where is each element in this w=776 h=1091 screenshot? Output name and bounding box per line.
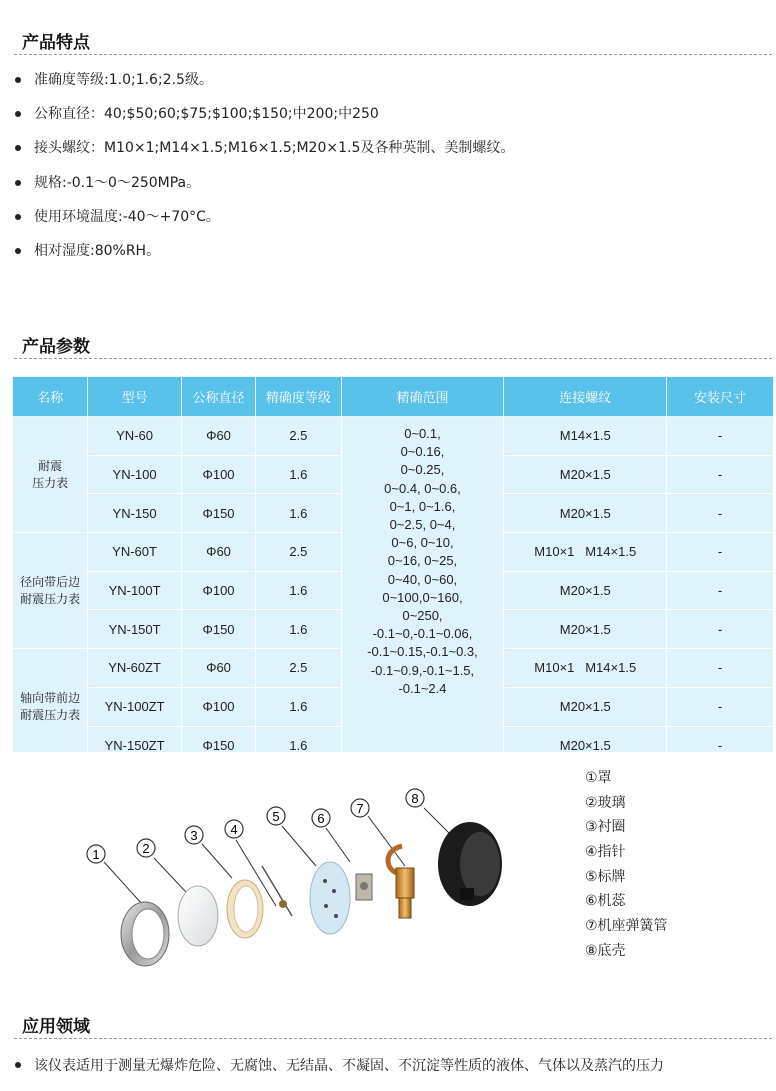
svg-text:4: 4	[230, 822, 238, 837]
bezel-ring-icon	[121, 902, 169, 966]
size-cell: -	[667, 610, 774, 649]
range-line: 0~40, 0~60,	[387, 571, 458, 587]
range-cell	[341, 417, 504, 765]
grade-cell: 1.6	[256, 726, 341, 765]
legend-item: ①罩	[585, 770, 612, 786]
thread-cell: M10×1 M14×1.5	[504, 649, 667, 688]
product-name-line: 耐震	[38, 458, 63, 473]
range-line: -0.1~2.4	[398, 680, 447, 696]
range-line: 0~0.16,	[400, 444, 445, 460]
size-cell: -	[667, 455, 774, 494]
diameter-cell: Φ150	[181, 726, 255, 765]
callout-3	[185, 826, 203, 844]
callout-2	[137, 839, 155, 857]
features-list	[0, 70, 514, 275]
thread-cell: M14×1.5	[504, 417, 667, 456]
feature-item: 接头螺纹：M10×1;M14×1.5;M16×1.5;M20×1.5及各种英制、美制螺纹。	[0, 138, 514, 172]
legend-item: ②玻璃	[585, 794, 626, 811]
grade-cell: 1.6	[256, 610, 341, 649]
diameter-cell: Φ60	[181, 417, 255, 456]
range-line: 0~100,0~160,	[382, 589, 463, 605]
liner-ring-icon	[227, 880, 263, 938]
size-cell: -	[667, 417, 774, 456]
application-title: 应用领域	[22, 1017, 90, 1037]
svg-text:1: 1	[92, 847, 100, 862]
range-line: 0~2.5, 0~4,	[389, 517, 456, 533]
model-cell: YN-60ZT	[88, 649, 182, 688]
callout-5	[267, 807, 285, 825]
diameter-cell: Φ100	[181, 455, 255, 494]
column-header: 公称直径	[181, 377, 255, 417]
model-cell: YN-150	[88, 494, 182, 533]
case-icon	[438, 822, 502, 906]
callout-1	[87, 845, 105, 863]
leader-line	[202, 844, 232, 878]
callout-7	[351, 799, 369, 817]
product-name-line: 压力表	[32, 475, 69, 490]
column-header: 安装尺寸	[667, 377, 774, 417]
callout-4	[225, 820, 243, 838]
column-header: 名称	[13, 377, 88, 417]
thread-cell: M20×1.5	[504, 455, 667, 494]
range-line: 0~0.1,	[404, 426, 441, 441]
range-line: 0~6, 0~10,	[391, 535, 454, 551]
feature-item: 相对湿度:80%RH。	[0, 241, 514, 275]
product-name-cell	[13, 533, 88, 649]
legend-item: ④指针	[585, 844, 626, 861]
column-header: 型号	[88, 377, 182, 417]
size-cell: -	[667, 687, 774, 726]
diameter-cell: Φ150	[181, 494, 255, 533]
diameter-cell: Φ60	[181, 533, 255, 572]
features-title: 产品特点	[22, 33, 90, 53]
size-cell: -	[667, 494, 774, 533]
size-cell: -	[667, 649, 774, 688]
range-line: 0~16, 0~25,	[387, 553, 458, 569]
range-line: 0~0.25,	[400, 462, 445, 478]
diameter-cell: Φ100	[181, 687, 255, 726]
grade-cell: 2.5	[256, 533, 341, 572]
grade-cell: 1.6	[256, 687, 341, 726]
thread-cell: M10×1 M14×1.5	[504, 533, 667, 572]
socket-bourdon-tube-icon	[388, 846, 414, 918]
diameter-cell: Φ60	[181, 649, 255, 688]
model-cell: YN-150T	[88, 610, 182, 649]
glass-icon	[178, 886, 218, 946]
svg-text:5: 5	[272, 809, 280, 824]
model-cell: YN-150ZT	[88, 726, 182, 765]
column-header: 精确范围	[341, 377, 504, 417]
svg-text:8: 8	[411, 791, 419, 806]
grade-cell: 2.5	[256, 417, 341, 456]
application-text: 该仪表适用于测量无爆炸危险、无腐蚀、无结晶、不凝固、不沉淀等性质的液体、气体以及蒸汽的压力	[0, 1055, 664, 1075]
leader-line	[104, 862, 142, 904]
svg-text:3: 3	[190, 828, 198, 843]
size-cell: -	[667, 571, 774, 610]
product-name-line: 轴向带前边	[20, 690, 81, 705]
feature-item: 公称直径：40;$50;60;$75;$100;$150;中200;中250	[0, 104, 514, 138]
divider	[14, 54, 772, 55]
product-name-line: 径向带后边	[20, 574, 81, 589]
svg-text:2: 2	[142, 841, 150, 856]
range-line: -0.1~0,-0.1~0.06,	[372, 626, 473, 642]
product-name-line: 耐震压力表	[20, 591, 81, 606]
thread-cell: M20×1.5	[504, 494, 667, 533]
callout-6	[312, 809, 330, 827]
thread-cell: M20×1.5	[504, 610, 667, 649]
thread-cell: M20×1.5	[504, 571, 667, 610]
model-cell: YN-60	[88, 417, 182, 456]
column-header: 连接螺纹	[504, 377, 667, 417]
grade-cell: 1.6	[256, 571, 341, 610]
diameter-cell: Φ100	[181, 571, 255, 610]
grade-cell: 2.5	[256, 649, 341, 688]
feature-item: 使用环境温度:-40～+70°C。	[0, 207, 514, 241]
size-cell: -	[667, 533, 774, 572]
movement-icon	[356, 874, 372, 900]
product-name-cell	[13, 417, 88, 533]
range-line: 0~1, 0~1.6,	[389, 498, 456, 514]
params-title: 产品参数	[22, 337, 90, 357]
range-line: -0.1~0.15,-0.1~0.3,	[367, 644, 478, 660]
legend-item: ⑥机蕊	[585, 893, 626, 910]
model-cell: YN-100T	[88, 571, 182, 610]
leader-line	[326, 828, 350, 862]
legend-item: ⑧底壳	[585, 942, 626, 959]
legend-item: ⑤标牌	[585, 868, 626, 885]
grade-cell: 1.6	[256, 455, 341, 494]
feature-item: 准确度等级:1.0;1.6;2.5级。	[0, 70, 514, 104]
range-line: 0~250,	[402, 608, 443, 624]
callout-8	[406, 789, 424, 807]
spec-table	[12, 376, 774, 752]
range-line: 0~0.4, 0~0.6,	[384, 480, 461, 496]
divider	[14, 358, 772, 359]
column-header: 精确度等级	[256, 377, 341, 417]
thread-cell: M20×1.5	[504, 726, 667, 765]
range-line: -0.1~0.9,-0.1~1.5,	[370, 662, 475, 678]
legend-item: ③衬圈	[585, 819, 626, 836]
table-row	[13, 417, 774, 456]
leader-line	[154, 858, 186, 892]
feature-item: 规格:-0.1～0～250MPa。	[0, 173, 514, 207]
thread-cell: M20×1.5	[504, 687, 667, 726]
diameter-cell: Φ150	[181, 610, 255, 649]
size-cell: -	[667, 726, 774, 765]
dial-plate-icon	[310, 862, 350, 934]
parts-legend	[585, 768, 668, 966]
model-cell: YN-100	[88, 455, 182, 494]
svg-text:6: 6	[317, 811, 325, 826]
svg-text:7: 7	[356, 801, 364, 816]
legend-item: ⑦机座弹簧管	[585, 918, 668, 935]
grade-cell: 1.6	[256, 494, 341, 533]
table-header-row	[13, 377, 774, 417]
divider	[14, 1038, 772, 1039]
leader-line	[282, 826, 316, 866]
product-name-line: 耐震压力表	[20, 707, 81, 722]
model-cell: YN-100ZT	[88, 687, 182, 726]
product-name-cell	[13, 649, 88, 765]
model-cell: YN-60T	[88, 533, 182, 572]
